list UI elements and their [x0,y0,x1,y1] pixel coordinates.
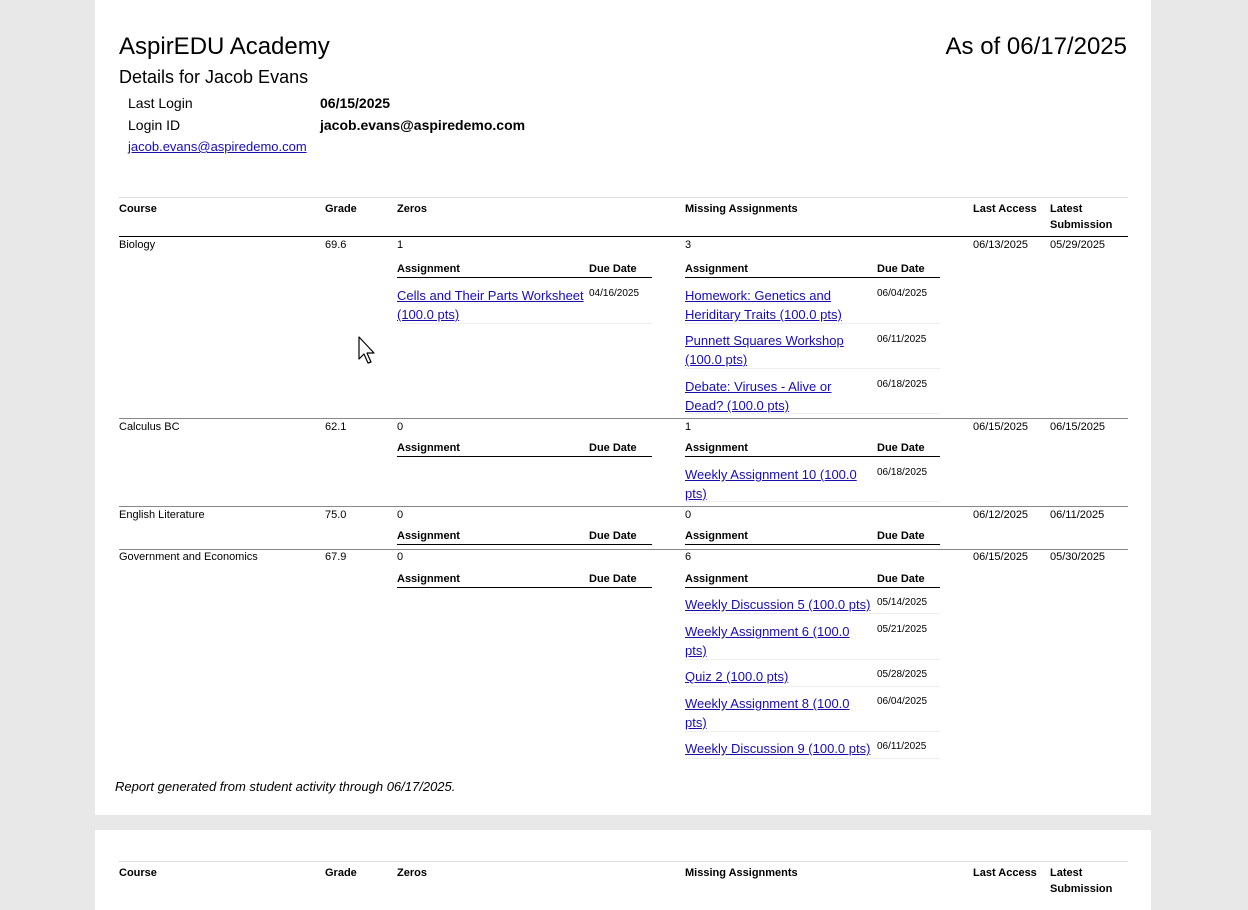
zeros-sub-header-assignment: Assignment [397,263,460,275]
sub-row-separator [685,659,940,660]
zeros-sub-header-due: Due Date [589,263,637,275]
missing-assignment-due: 06/11/2025 [877,334,927,345]
missing-assignment-due: 06/04/2025 [877,288,928,299]
mouse-cursor-icon [358,336,378,366]
missing-sub-header-due: Due Date [877,263,925,275]
missing-count: 3 [685,239,692,251]
zeros-sub-header-assignment: Assignment [397,573,460,585]
zeros-sub-rule [397,277,652,278]
zeros-sub-rule [397,587,652,588]
row-separator [119,418,1128,419]
missing-sub-header-due: Due Date [877,530,925,542]
student-email-link[interactable]: jacob.evans@aspiredemo.com [128,139,307,154]
zero-assignment-due: 04/16/2025 [589,288,640,299]
col-header-zeros: Zeros [397,867,427,879]
last-login-value: 06/15/2025 [320,95,391,111]
missing-sub-header-assignment: Assignment [685,263,748,275]
missing-count: 6 [685,551,692,563]
zeros-count: 1 [397,239,404,251]
course-grade: 75.0 [325,509,347,521]
zeros-sub-header-due: Due Date [589,530,637,542]
col-header-grade: Grade [325,867,357,879]
missing-sub-header-assignment: Assignment [685,442,748,454]
missing-assignment-link[interactable]: Weekly Discussion 5 (100.0 pts) [685,597,871,612]
missing-assignment-due: 05/28/2025 [877,669,928,680]
missing-sub-rule [685,587,940,588]
sub-row-separator [685,501,940,502]
as-of-date: As of 06/17/2025 [945,33,1127,60]
report-page-2 [95,830,1151,910]
zero-assignment-link[interactable]: Cells and Their Parts Worksheet (100.0 pts) [397,288,584,322]
zeros-count: 0 [397,509,404,521]
course-name: Calculus BC [119,421,180,433]
missing-count: 1 [685,421,692,433]
sub-row-separator [685,613,940,614]
missing-sub-header-assignment: Assignment [685,573,748,585]
zeros-sub-header-due: Due Date [589,573,637,585]
missing-assignment-link[interactable]: Homework: Genetics and Heriditary Traits (100.0 pts) [685,288,842,322]
missing-assignment-link[interactable]: Quiz 2 (100.0 pts) [685,669,789,684]
zeros-sub-rule [397,544,652,545]
course-grade: 62.1 [325,421,347,433]
zeros-sub-header-assignment: Assignment [397,530,460,542]
missing-assignment-due: 06/11/2025 [877,741,927,752]
latest-submission: 06/15/2025 [1050,421,1106,433]
sub-row-separator [685,368,940,369]
sub-row-separator [685,731,940,732]
last-access: 06/13/2025 [973,239,1029,251]
school-name: AspirEDU Academy [119,33,330,60]
missing-sub-rule [685,277,940,278]
student-details-title: Details for Jacob Evans [119,67,309,87]
table-top-border [119,197,1128,198]
course-name: Government and Economics [119,551,258,563]
last-access: 06/12/2025 [973,509,1029,521]
col-header-last-access: Last Access [973,203,1037,215]
missing-sub-header-due: Due Date [877,442,925,454]
course-grade: 69.6 [325,239,347,251]
zeros-sub-rule [397,456,652,457]
missing-assignment-due: 06/18/2025 [877,379,928,390]
last-login-label: Last Login [128,95,193,111]
missing-sub-header-assignment: Assignment [685,530,748,542]
login-id-value: jacob.evans@aspiredemo.com [320,117,526,133]
course-name: Biology [119,239,156,251]
header-rule [119,236,1128,237]
col-header-latest-submission: Latest Submission [1050,867,1113,895]
col-header-course: Course [119,203,157,215]
missing-assignment-due: 06/04/2025 [877,696,928,707]
latest-submission: 05/30/2025 [1050,551,1106,563]
missing-assignment-link[interactable]: Weekly Assignment 6 (100.0 pts) [685,624,850,658]
col-header-course: Course [119,867,157,879]
row-separator [119,549,1128,550]
sub-row-separator [397,323,652,324]
col-header-last-access: Last Access [973,867,1037,879]
table-top-border [119,861,1128,862]
missing-sub-rule [685,456,940,457]
last-access: 06/15/2025 [973,551,1029,563]
last-access: 06/15/2025 [973,421,1029,433]
zeros-sub-header-assignment: Assignment [397,442,460,454]
report-footnote: Report generated from student activity through 06/17/2025. [115,779,456,794]
latest-submission: 06/11/2025 [1050,509,1105,521]
course-name: English Literature [119,509,205,521]
col-header-zeros: Zeros [397,203,427,215]
missing-assignment-link[interactable]: Weekly Assignment 8 (100.0 pts) [685,696,850,730]
latest-submission: 05/29/2025 [1050,239,1106,251]
row-separator [119,506,1128,507]
missing-assignment-due: 05/14/2025 [877,597,928,608]
report-page-1 [95,0,1151,815]
col-header-missing: Missing Assignments [685,867,798,879]
missing-sub-header-due: Due Date [877,573,925,585]
sub-row-separator [685,413,940,414]
col-header-missing: Missing Assignments [685,203,798,215]
course-grade: 67.9 [325,551,347,563]
missing-assignment-link[interactable]: Weekly Assignment 10 (100.0 pts) [685,467,857,501]
sub-row-separator [685,758,940,759]
missing-assignment-link[interactable]: Debate: Viruses - Alive or Dead? (100.0 pts) [685,379,832,413]
missing-sub-rule [685,544,940,545]
zeros-sub-header-due: Due Date [589,442,637,454]
sub-row-separator [685,323,940,324]
missing-assignment-link[interactable]: Weekly Discussion 9 (100.0 pts) [685,741,871,756]
missing-count: 0 [685,509,692,521]
missing-assignment-due: 06/18/2025 [877,467,928,478]
col-header-grade: Grade [325,203,357,215]
login-id-label: Login ID [128,117,181,133]
col-header-latest-submission: Latest Submission [1050,203,1113,231]
zeros-count: 0 [397,421,404,433]
missing-assignment-link[interactable]: Punnett Squares Workshop (100.0 pts) [685,333,844,367]
zeros-count: 0 [397,551,404,563]
sub-row-separator [685,686,940,687]
missing-assignment-due: 05/21/2025 [877,624,928,635]
